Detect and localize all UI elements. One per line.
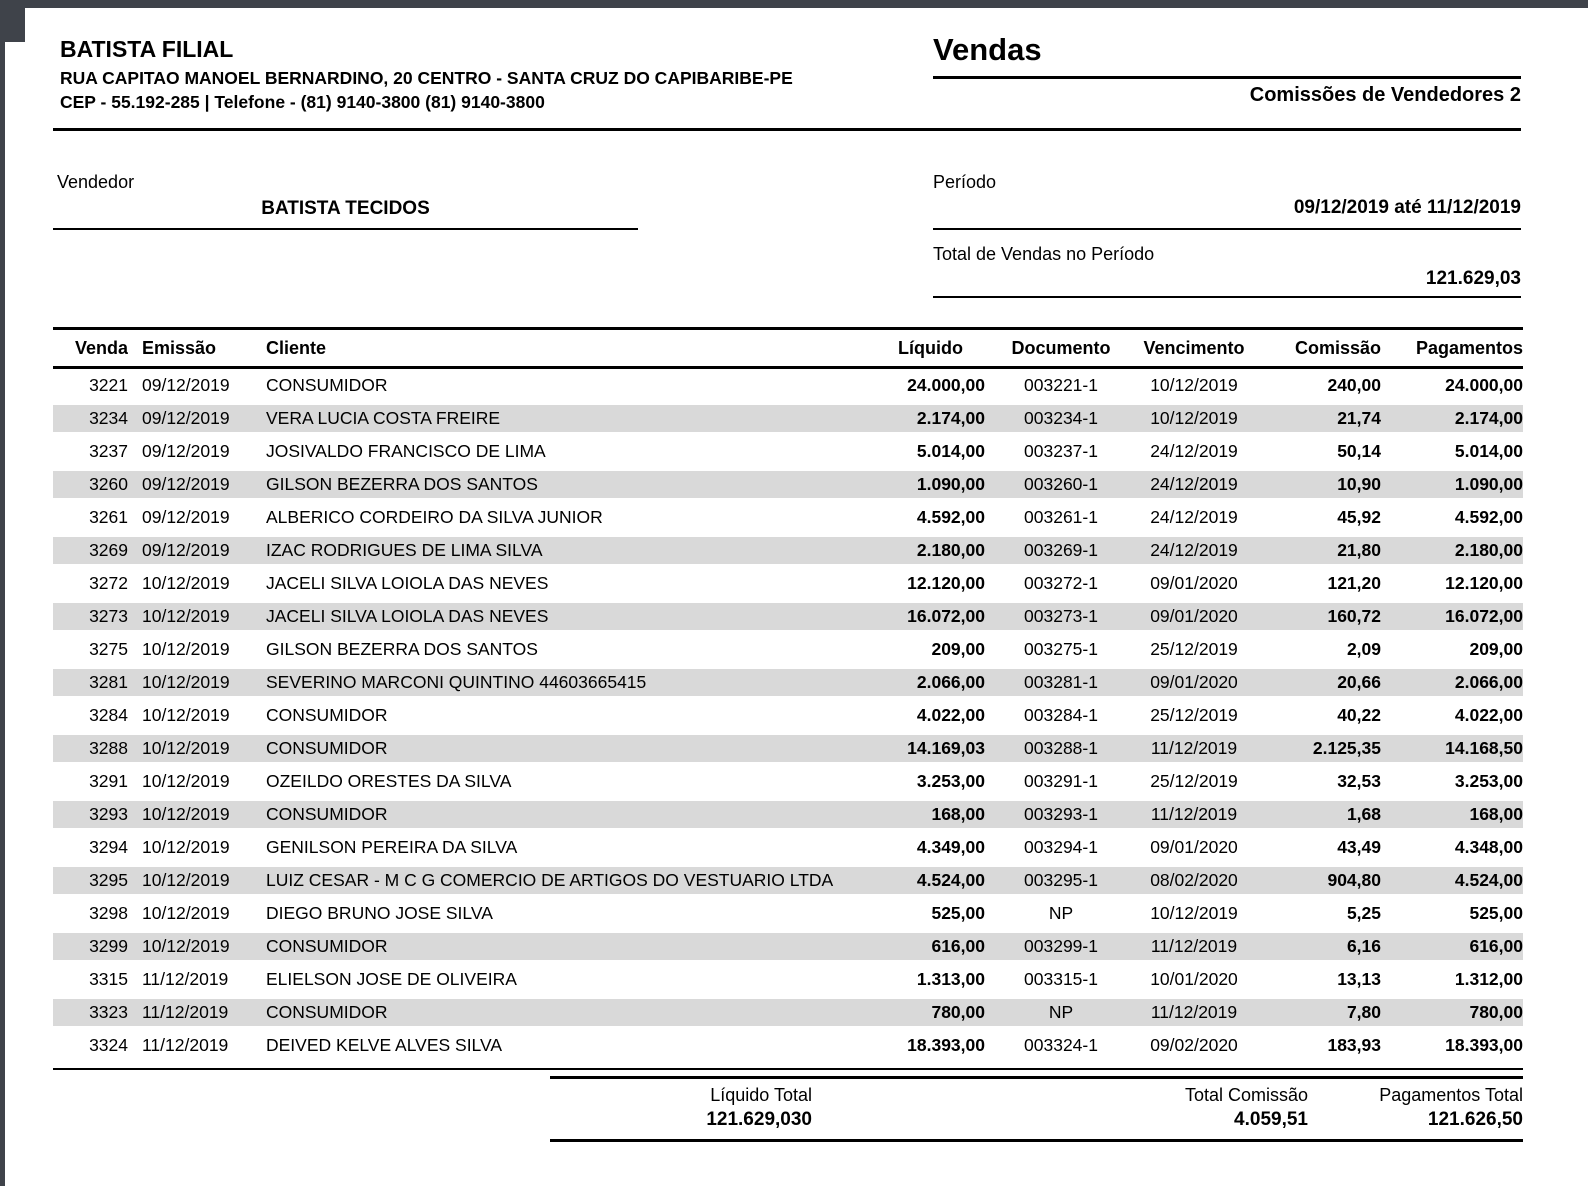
- cell-liquido: 2.180,00: [916, 540, 985, 560]
- cell-comissao: 21,74: [1337, 408, 1381, 428]
- cell-cliente: GILSON BEZERRA DOS SANTOS: [266, 639, 538, 659]
- cell-emissao: 10/12/2019: [142, 903, 230, 923]
- column-header-vencimento: Vencimento: [1143, 337, 1245, 358]
- column-header-liquido: Líquido: [898, 337, 963, 358]
- cell-cliente: JOSIVALDO FRANCISCO DE LIMA: [266, 441, 546, 461]
- cell-venda: 3323: [89, 1002, 128, 1022]
- cell-cliente: VERA LUCIA COSTA FREIRE: [266, 408, 501, 428]
- cell-liquido: 1.313,00: [916, 969, 985, 989]
- cell-vencimento: 11/12/2019: [1150, 936, 1238, 956]
- total-vendas-label: Total de Vendas no Período: [933, 244, 1155, 264]
- total-comissao-label: Total Comissão: [1184, 1085, 1308, 1105]
- cell-pagamentos: 16.072,00: [1445, 606, 1523, 626]
- cell-vencimento: 09/02/2020: [1150, 1035, 1238, 1055]
- cell-liquido: 12.120,00: [907, 573, 985, 593]
- vendedor-label: Vendedor: [57, 172, 135, 192]
- cell-vencimento: 25/12/2019: [1150, 705, 1238, 725]
- cell-pagamentos: 24.000,00: [1445, 375, 1523, 395]
- table-row: [53, 996, 1523, 1029]
- table-row: [53, 765, 1523, 798]
- cell-pagamentos: 525,00: [1469, 903, 1523, 923]
- cell-pagamentos: 2.180,00: [1454, 540, 1523, 560]
- cell-pagamentos: 12.120,00: [1445, 573, 1523, 593]
- cell-comissao: 50,14: [1337, 441, 1381, 461]
- vendedor-underline: [53, 228, 638, 230]
- cell-venda: 3324: [89, 1035, 128, 1055]
- cell-liquido: 24.000,00: [907, 375, 985, 395]
- cell-liquido: 4.022,00: [916, 705, 985, 725]
- cell-documento: 003294-1: [1024, 837, 1098, 857]
- cell-pagamentos: 14.168,50: [1445, 738, 1523, 758]
- cell-cliente: GILSON BEZERRA DOS SANTOS: [266, 474, 538, 494]
- cell-documento: 003291-1: [1024, 771, 1098, 791]
- cell-venda: 3293: [89, 804, 128, 824]
- report-subtitle: Comissões de Vendedores 2: [1249, 84, 1521, 106]
- cell-emissao: 11/12/2019: [142, 1035, 229, 1055]
- cell-pagamentos: 209,00: [1469, 639, 1523, 659]
- vendedor-value: BATISTA TECIDOS: [261, 198, 430, 219]
- table-row: [53, 864, 1523, 897]
- cell-vencimento: 24/12/2019: [1150, 507, 1238, 527]
- cell-documento: 003260-1: [1024, 474, 1098, 494]
- cell-vencimento: 10/01/2020: [1150, 969, 1238, 989]
- cell-comissao: 10,90: [1337, 474, 1381, 494]
- cell-pagamentos: 616,00: [1469, 936, 1523, 956]
- table-row: [53, 1029, 1523, 1062]
- cell-documento: 003315-1: [1024, 969, 1098, 989]
- report-page: [5, 8, 1588, 1186]
- cell-cliente: SEVERINO MARCONI QUINTINO 44603665415: [266, 672, 647, 692]
- cell-vencimento: 11/12/2019: [1150, 1002, 1238, 1022]
- cell-emissao: 10/12/2019: [142, 705, 230, 725]
- cell-vencimento: 10/12/2019: [1150, 375, 1238, 395]
- cell-documento: 003221-1: [1024, 375, 1098, 395]
- cell-pagamentos: 2.174,00: [1454, 408, 1523, 428]
- column-header-pagamentos: Pagamentos: [1415, 337, 1523, 358]
- cell-pagamentos: 4.592,00: [1454, 507, 1523, 527]
- table-row: [53, 798, 1523, 831]
- cell-venda: 3234: [89, 408, 128, 428]
- cell-pagamentos: 4.524,00: [1454, 870, 1523, 890]
- cell-venda: 3275: [89, 639, 128, 659]
- cell-liquido: 1.090,00: [916, 474, 985, 494]
- cell-liquido: 4.349,00: [916, 837, 985, 857]
- cell-liquido: 4.592,00: [916, 507, 985, 527]
- cell-venda: 3284: [89, 705, 128, 725]
- cell-emissao: 09/12/2019: [142, 408, 230, 428]
- cell-documento: 003281-1: [1024, 672, 1098, 692]
- cell-documento: 003295-1: [1024, 870, 1098, 890]
- liquido-total-label: Líquido Total: [710, 1085, 812, 1105]
- cell-comissao: 43,49: [1337, 837, 1381, 857]
- table-row: [53, 567, 1523, 600]
- cell-cliente: ALBERICO CORDEIRO DA SILVA JUNIOR: [266, 507, 603, 527]
- cell-documento: 003324-1: [1024, 1035, 1098, 1055]
- table-row: [53, 435, 1523, 468]
- cell-liquido: 14.169,03: [907, 738, 985, 758]
- cell-documento: 003234-1: [1024, 408, 1098, 428]
- pagamentos-total-value: 121.626,50: [1427, 1109, 1523, 1130]
- total-comissao-value: 4.059,51: [1234, 1109, 1308, 1130]
- cell-venda: 3272: [89, 573, 128, 593]
- totals-values-row: [550, 1107, 1523, 1132]
- cell-documento: NP: [1048, 1002, 1074, 1022]
- cell-liquido: 16.072,00: [907, 606, 985, 626]
- cell-cliente: LUIZ CESAR - M C G COMERCIO DE ARTIGOS DO VESTUARIO LTDA: [266, 870, 834, 890]
- table-row: [53, 666, 1523, 699]
- cell-emissao: 10/12/2019: [142, 672, 230, 692]
- cell-pagamentos: 1.090,00: [1454, 474, 1523, 494]
- cell-cliente: JACELI SILVA LOIOLA DAS NEVES: [266, 606, 549, 626]
- cell-documento: 003272-1: [1024, 573, 1098, 593]
- cell-cliente: CONSUMIDOR: [266, 375, 388, 395]
- cell-venda: 3291: [89, 771, 128, 791]
- column-header-comissao: Comissão: [1294, 337, 1381, 358]
- cell-emissao: 09/12/2019: [142, 507, 230, 527]
- cell-emissao: 09/12/2019: [142, 540, 230, 560]
- company-address-line1: RUA CAPITAO MANOEL BERNARDINO, 20 CENTRO - SANTA CRUZ DO CAPIBARIBE-PE: [60, 68, 793, 88]
- cell-comissao: 32,53: [1337, 771, 1381, 791]
- cell-liquido: 4.524,00: [916, 870, 985, 890]
- sales-table: [53, 327, 1523, 1062]
- cell-documento: 003261-1: [1024, 507, 1098, 527]
- table-row: [53, 831, 1523, 864]
- cell-emissao: 11/12/2019: [142, 969, 229, 989]
- cell-venda: 3315: [89, 969, 128, 989]
- cell-liquido: 18.393,00: [907, 1035, 985, 1055]
- title-underline: [933, 76, 1521, 79]
- cell-venda: 3221: [89, 375, 128, 395]
- cell-emissao: 10/12/2019: [142, 837, 230, 857]
- cell-comissao: 13,13: [1337, 969, 1381, 989]
- cell-documento: 003237-1: [1024, 441, 1098, 461]
- cell-documento: 003299-1: [1024, 936, 1098, 956]
- column-header-venda: Venda: [74, 337, 128, 358]
- cell-liquido: 5.014,00: [916, 441, 985, 461]
- cell-pagamentos: 3.253,00: [1454, 771, 1523, 791]
- total-vendas-value: 121.629,03: [1425, 268, 1521, 289]
- cell-emissao: 10/12/2019: [142, 936, 230, 956]
- cell-liquido: 3.253,00: [916, 771, 985, 791]
- cell-comissao: 160,72: [1327, 606, 1381, 626]
- cell-emissao: 10/12/2019: [142, 804, 230, 824]
- cell-venda: 3295: [89, 870, 128, 890]
- cell-comissao: 904,80: [1327, 870, 1381, 890]
- company-name: BATISTA FILIAL: [60, 36, 234, 62]
- cell-vencimento: 10/12/2019: [1150, 408, 1238, 428]
- cell-venda: 3294: [89, 837, 128, 857]
- cell-cliente: CONSUMIDOR: [266, 936, 388, 956]
- cell-venda: 3298: [89, 903, 128, 923]
- periodo-underline: [933, 228, 1521, 230]
- cell-emissao: 09/12/2019: [142, 474, 230, 494]
- table-row: [53, 468, 1523, 501]
- cell-comissao: 5,25: [1346, 903, 1381, 923]
- cell-vencimento: 25/12/2019: [1150, 639, 1238, 659]
- cell-venda: 3281: [89, 672, 128, 692]
- table-row: [53, 633, 1523, 666]
- cell-cliente: ELIELSON JOSE DE OLIVEIRA: [266, 969, 517, 989]
- cell-comissao: 20,66: [1337, 672, 1381, 692]
- table-row: [53, 732, 1523, 765]
- cell-liquido: 2.174,00: [916, 408, 985, 428]
- cell-comissao: 6,16: [1346, 936, 1381, 956]
- table-row: [53, 963, 1523, 996]
- table-row: [53, 534, 1523, 567]
- cell-liquido: 2.066,00: [916, 672, 985, 692]
- cell-liquido: 209,00: [931, 639, 985, 659]
- cell-comissao: 121,20: [1327, 573, 1381, 593]
- cell-cliente: DIEGO BRUNO JOSE SILVA: [266, 903, 493, 923]
- cell-cliente: CONSUMIDOR: [266, 804, 388, 824]
- column-header-emissao: Emissão: [142, 337, 217, 358]
- cell-liquido: 525,00: [931, 903, 985, 923]
- cell-vencimento: 24/12/2019: [1150, 540, 1238, 560]
- cell-vencimento: 08/02/2020: [1150, 870, 1238, 890]
- header-divider: [53, 128, 1521, 131]
- cell-cliente: IZAC RODRIGUES DE LIMA SILVA: [266, 540, 543, 560]
- cell-comissao: 21,80: [1337, 540, 1381, 560]
- column-header-documento: Documento: [1011, 337, 1111, 358]
- liquido-total-value: 121.629,030: [706, 1109, 812, 1130]
- cell-emissao: 10/12/2019: [142, 738, 230, 758]
- cell-vencimento: 10/12/2019: [1150, 903, 1238, 923]
- table-row: [53, 600, 1523, 633]
- cell-vencimento: 11/12/2019: [1150, 804, 1238, 824]
- cell-emissao: 09/12/2019: [142, 441, 230, 461]
- cell-venda: 3299: [89, 936, 128, 956]
- cell-venda: 3261: [89, 507, 128, 527]
- cell-documento: 003273-1: [1024, 606, 1098, 626]
- cell-pagamentos: 5.014,00: [1454, 441, 1523, 461]
- company-address-line2: CEP - 55.192-285 | Telefone - (81) 9140-3800 (81) 9140-3800: [60, 92, 545, 112]
- table-bottom-rule: [53, 1068, 1523, 1070]
- sales-table-header: [53, 327, 1523, 369]
- cell-pagamentos: 4.022,00: [1454, 705, 1523, 725]
- column-header-cliente: Cliente: [266, 337, 327, 358]
- cell-cliente: CONSUMIDOR: [266, 738, 388, 758]
- cell-liquido: 780,00: [931, 1002, 985, 1022]
- table-row: [53, 897, 1523, 930]
- cell-cliente: CONSUMIDOR: [266, 1002, 388, 1022]
- cell-vencimento: 09/01/2020: [1150, 837, 1238, 857]
- cell-cliente: OZEILDO ORESTES DA SILVA: [266, 771, 512, 791]
- cell-comissao: 2,09: [1346, 639, 1381, 659]
- table-row: [53, 402, 1523, 435]
- table-row: [53, 699, 1523, 732]
- cell-documento: 003293-1: [1024, 804, 1098, 824]
- cell-cliente: CONSUMIDOR: [266, 705, 388, 725]
- cell-pagamentos: 18.393,00: [1445, 1035, 1523, 1055]
- sales-table-body: [53, 369, 1523, 1062]
- cell-comissao: 40,22: [1337, 705, 1381, 725]
- cell-comissao: 2.125,35: [1312, 738, 1381, 758]
- table-row: [53, 930, 1523, 963]
- cell-comissao: 1,68: [1346, 804, 1381, 824]
- cell-vencimento: 24/12/2019: [1150, 441, 1238, 461]
- cell-documento: 003269-1: [1024, 540, 1098, 560]
- cell-documento: 003275-1: [1024, 639, 1098, 659]
- cell-liquido: 616,00: [931, 936, 985, 956]
- cell-pagamentos: 168,00: [1469, 804, 1523, 824]
- cell-venda: 3273: [89, 606, 128, 626]
- cell-emissao: 10/12/2019: [142, 771, 230, 791]
- cell-comissao: 183,93: [1327, 1035, 1381, 1055]
- total-vendas-underline: [933, 296, 1521, 298]
- periodo-value: 09/12/2019 até 11/12/2019: [1293, 197, 1521, 218]
- report-title: Vendas: [933, 32, 1042, 67]
- cell-pagamentos: 2.066,00: [1454, 672, 1523, 692]
- totals-block: [550, 1076, 1523, 1142]
- cell-vencimento: 09/01/2020: [1150, 672, 1238, 692]
- periodo-label: Período: [933, 172, 997, 192]
- cell-comissao: 7,80: [1346, 1002, 1381, 1022]
- cell-pagamentos: 1.312,00: [1454, 969, 1523, 989]
- totals-labels-row: [550, 1084, 1523, 1107]
- cell-emissao: 10/12/2019: [142, 573, 230, 593]
- cell-cliente: GENILSON PEREIRA DA SILVA: [266, 837, 518, 857]
- cell-vencimento: 25/12/2019: [1150, 771, 1238, 791]
- cell-documento: NP: [1048, 903, 1074, 923]
- cell-documento: 003284-1: [1024, 705, 1098, 725]
- cell-vencimento: 09/01/2020: [1150, 606, 1238, 626]
- cell-venda: 3260: [89, 474, 128, 494]
- cell-emissao: 10/12/2019: [142, 639, 230, 659]
- cell-liquido: 168,00: [931, 804, 985, 824]
- pagamentos-total-label: Pagamentos Total: [1379, 1085, 1523, 1105]
- cell-cliente: JACELI SILVA LOIOLA DAS NEVES: [266, 573, 549, 593]
- cell-pagamentos: 4.348,00: [1454, 837, 1523, 857]
- table-row: [53, 501, 1523, 534]
- cell-venda: 3288: [89, 738, 128, 758]
- cell-venda: 3269: [89, 540, 128, 560]
- cell-vencimento: 11/12/2019: [1150, 738, 1238, 758]
- cell-emissao: 10/12/2019: [142, 870, 230, 890]
- cell-pagamentos: 780,00: [1469, 1002, 1523, 1022]
- cell-emissao: 10/12/2019: [142, 606, 230, 626]
- cell-comissao: 240,00: [1327, 375, 1381, 395]
- cell-emissao: 11/12/2019: [142, 1002, 229, 1022]
- cell-comissao: 45,92: [1337, 507, 1381, 527]
- cell-documento: 003288-1: [1024, 738, 1098, 758]
- cell-venda: 3237: [89, 441, 128, 461]
- cell-cliente: DEIVED KELVE ALVES SILVA: [266, 1035, 503, 1055]
- cell-vencimento: 24/12/2019: [1150, 474, 1238, 494]
- cell-emissao: 09/12/2019: [142, 375, 230, 395]
- cell-vencimento: 09/01/2020: [1150, 573, 1238, 593]
- table-row: [53, 369, 1523, 402]
